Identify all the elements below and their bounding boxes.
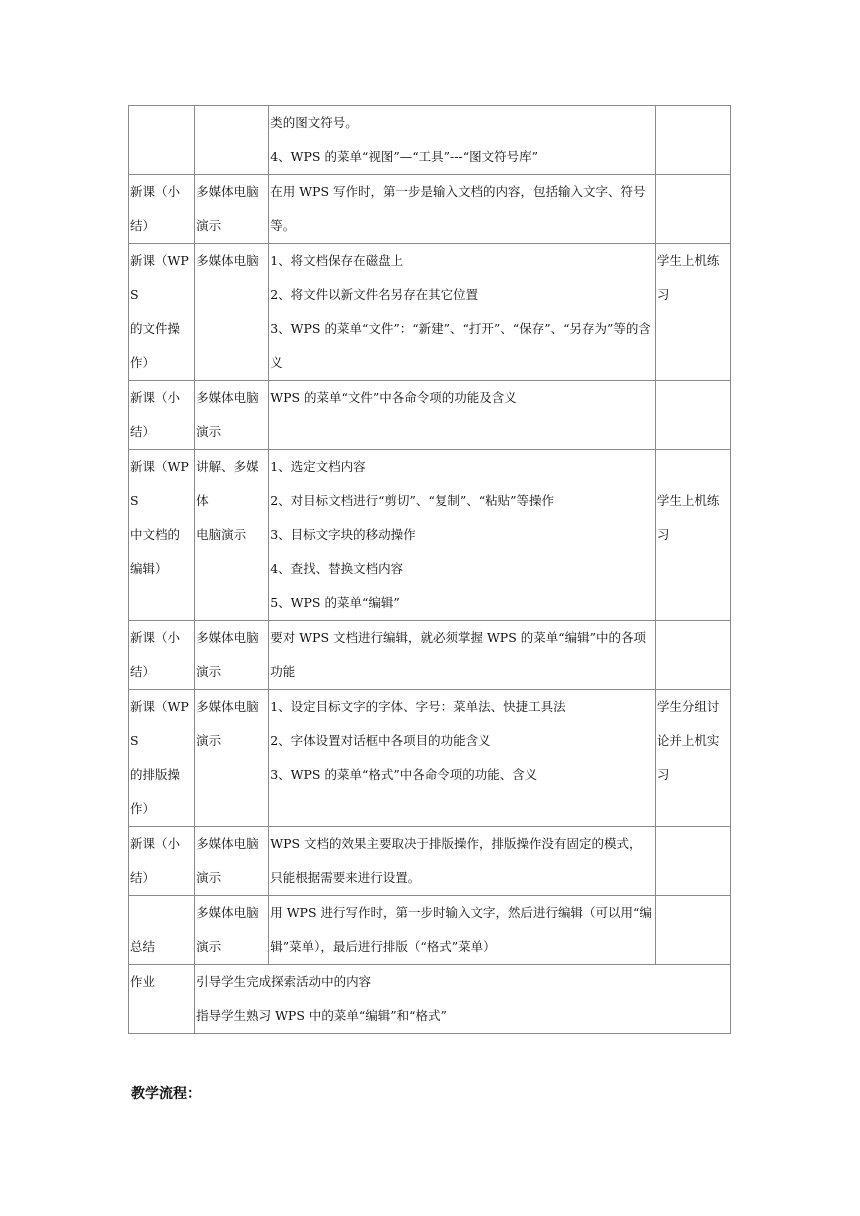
content-cell: [269, 381, 656, 450]
table-row: [129, 244, 731, 381]
stage-line: 结）: [130, 870, 156, 885]
method-line: 讲解、多媒体: [196, 459, 259, 508]
method-line: 多媒体电脑: [196, 253, 259, 268]
table-row: [129, 827, 731, 896]
content-line: 3、WPS 的菜单“文件”：“新建”、“打开”、“保存”、“另存为”等的含: [270, 321, 651, 336]
activity-line: 论并上机实: [656, 733, 720, 748]
table-row: [129, 690, 731, 827]
method-cell: [195, 106, 269, 175]
method-cell: [195, 450, 269, 621]
homework-line: 指导学生熟习 WPS 中的菜单“编辑”和“格式”: [196, 1008, 447, 1023]
content-line: 2、将文件以新文件名另存在其它位置: [270, 287, 479, 302]
homework-content: [195, 965, 731, 1034]
method-cell: [195, 244, 269, 381]
method-line: 演示: [196, 424, 222, 439]
homework-row: [129, 965, 731, 1034]
stage-line: 总结: [130, 939, 156, 954]
content-line: 2、对目标文档进行“剪切”、“复制”、“粘贴”等操作: [270, 493, 555, 508]
stage-line: 中文档的: [130, 527, 181, 542]
method-line: 演示: [196, 218, 222, 233]
stage-cell: [129, 827, 195, 896]
content-line: 4、查找、替换文档内容: [270, 561, 404, 576]
content-cell: [269, 827, 656, 896]
stage-cell: [129, 450, 195, 621]
table-row: [129, 106, 731, 175]
stage-line: 新课（小: [130, 836, 181, 851]
content-line: 3、目标文字块的移动操作: [270, 527, 416, 542]
method-line: 多媒体电脑: [196, 390, 259, 405]
stage-line: 的排版操: [130, 767, 181, 782]
stage-line: 新课（小: [130, 184, 181, 199]
activity-cell: [655, 244, 730, 381]
stage-line: 结）: [130, 664, 156, 679]
activity-line: 学生分组讨: [656, 699, 720, 714]
stage-line: [130, 896, 194, 930]
method-cell: [195, 621, 269, 690]
content-line: WPS 文档的效果主要取决于排版操作，排版操作没有固定的模式，: [270, 836, 642, 851]
stage-cell: [129, 106, 195, 175]
stage-line: 新课（小: [130, 390, 181, 405]
activity-line: 习: [656, 527, 670, 542]
method-line: 演示: [196, 939, 222, 954]
method-line: 多媒体电脑: [196, 184, 259, 199]
method-line: 多媒体电脑: [196, 836, 259, 851]
stage-line: 新课（WPS: [130, 699, 189, 748]
method-line: 演示: [196, 733, 222, 748]
stage-line: 新课（WPS: [130, 459, 189, 508]
content-line: 1、将文档保存在磁盘上: [270, 253, 404, 268]
content-line: 类的图文符号。: [270, 115, 358, 130]
content-line: 4、WPS 的菜单“视图”—“工具”---“图文符号库”: [270, 149, 538, 164]
content-line: 只能根据需要来进行设置。: [270, 870, 421, 885]
table-row: [129, 381, 731, 450]
content-cell: [269, 450, 656, 621]
content-line: 5、WPS 的菜单“编辑”: [270, 595, 400, 610]
homework-label: 作业: [129, 965, 195, 1034]
stage-cell: [129, 690, 195, 827]
method-line: 多媒体电脑: [196, 699, 259, 714]
activity-cell: [655, 381, 730, 450]
activity-line: 学生上机练: [656, 493, 720, 508]
table-row: [129, 896, 731, 965]
method-line: 多媒体电脑: [196, 630, 259, 645]
activity-line: 学生上机练: [656, 253, 720, 268]
content-line: 辑”菜单），最后进行排版（“格式”菜单）: [270, 939, 496, 954]
method-line: 多媒体电脑: [196, 905, 259, 920]
stage-line: 结）: [130, 218, 156, 233]
homework-line: 引导学生完成探索活动中的内容: [196, 974, 372, 989]
content-line: 1、选定文档内容: [270, 459, 366, 474]
content-line: 功能: [270, 664, 296, 679]
activity-cell: [655, 896, 730, 965]
table-row: [129, 450, 731, 621]
method-cell: [195, 827, 269, 896]
activity-line: 习: [656, 287, 670, 302]
content-line: 3、WPS 的菜单“格式”中各命令项的功能、含义: [270, 767, 538, 782]
method-line: 演示: [196, 664, 222, 679]
stage-line: 结）: [130, 424, 156, 439]
activity-line: 习: [656, 767, 670, 782]
content-line: 1、设定目标文字的字体、字号：菜单法、快捷工具法: [270, 699, 566, 714]
table-row: [129, 175, 731, 244]
activity-cell: [655, 690, 730, 827]
lesson-plan-table: [128, 105, 731, 1034]
content-cell: [269, 175, 656, 244]
stage-line: 新课（小: [130, 630, 181, 645]
method-cell: [195, 175, 269, 244]
stage-line: 的文件操: [130, 321, 181, 336]
stage-line: 新课（WPS: [130, 253, 189, 302]
stage-cell: [129, 175, 195, 244]
content-cell: [269, 690, 656, 827]
method-cell: [195, 381, 269, 450]
activity-cell: [655, 450, 730, 621]
method-cell: [195, 690, 269, 827]
method-cell: [195, 896, 269, 965]
content-line: 2、字体设置对话框中各项目的功能含义: [270, 733, 491, 748]
activity-cell: [655, 621, 730, 690]
method-line: 电脑演示: [196, 527, 247, 542]
content-cell: [269, 244, 656, 381]
activity-cell: [655, 827, 730, 896]
stage-cell: [129, 621, 195, 690]
stage-line: 作）: [130, 355, 156, 370]
content-line: 等。: [270, 218, 296, 233]
section-heading: 教学流程：: [131, 1086, 201, 1102]
content-cell: [269, 621, 656, 690]
stage-line: 作）: [130, 801, 156, 816]
stage-cell: [129, 896, 195, 965]
content-line: 要对 WPS 文档进行编辑，就必须掌握 WPS 的菜单“编辑”中的各项: [270, 630, 647, 645]
content-line: WPS 的菜单“文件”中各命令项的功能及含义: [270, 390, 517, 405]
content-line: 义: [270, 355, 283, 370]
content-line: 在用 WPS 写作时，第一步是输入文档的内容，包括输入文字、符号: [270, 184, 646, 199]
activity-line: [657, 450, 730, 484]
stage-line: 编辑）: [130, 561, 168, 576]
activity-cell: [655, 175, 730, 244]
stage-cell: [129, 244, 195, 381]
activity-cell: [655, 106, 730, 175]
content-line: 用 WPS 进行写作时，第一步时输入文字，然后进行编辑（可以用“编: [270, 905, 652, 920]
table-row: [129, 621, 731, 690]
stage-cell: [129, 381, 195, 450]
content-cell: [269, 106, 656, 175]
content-cell: [269, 896, 656, 965]
method-line: 演示: [196, 870, 222, 885]
